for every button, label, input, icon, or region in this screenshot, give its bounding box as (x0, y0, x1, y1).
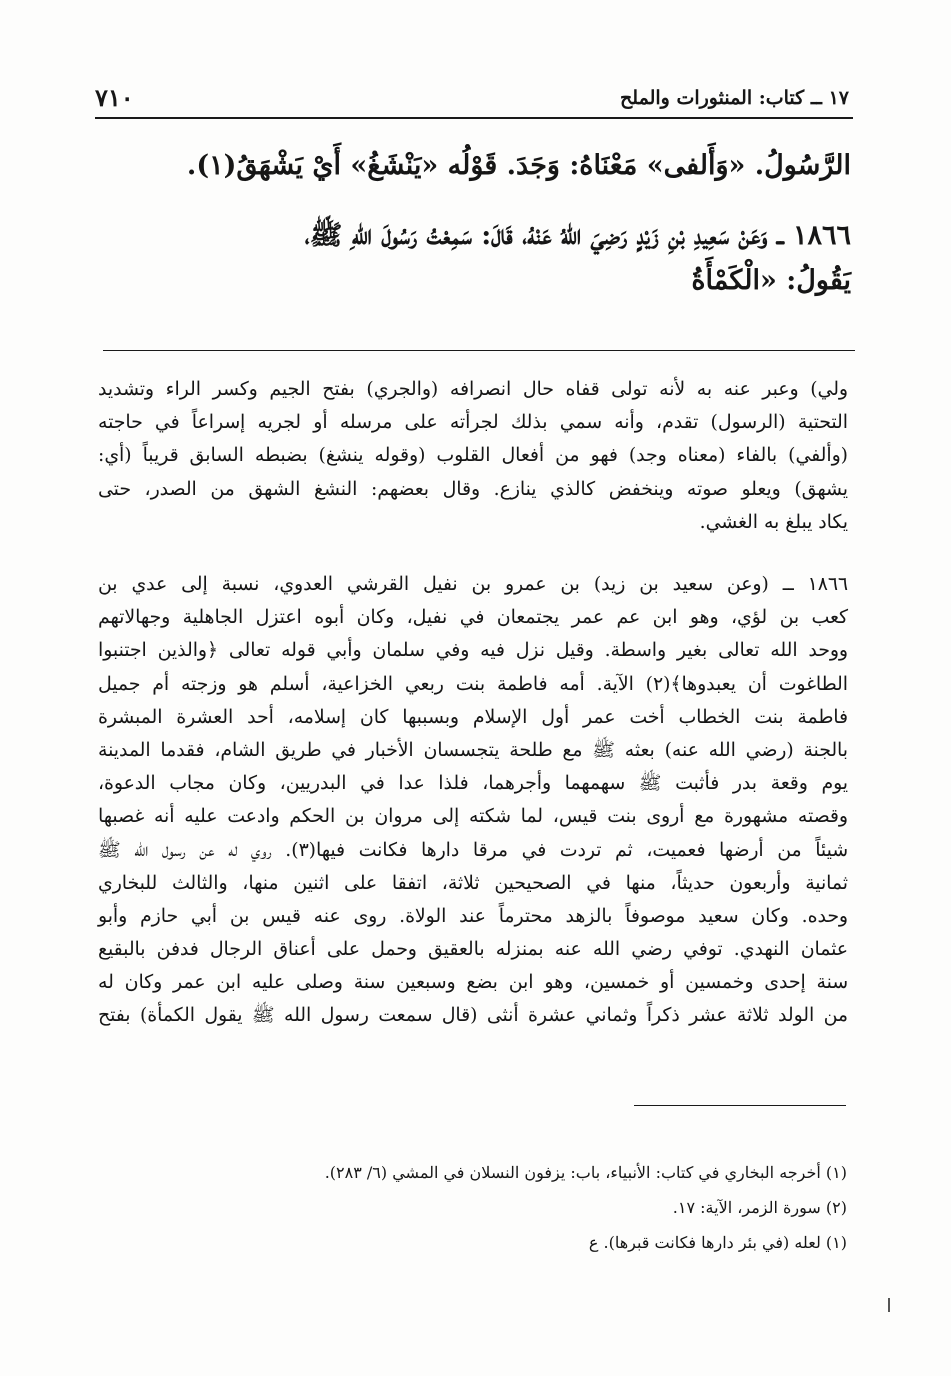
page-header (95, 83, 853, 119)
commentary-line: ثمانية وأربعون حديثاً، منها في الصحيحين ثلاثة، اتفقا على اثنين منها، والثالث للبخاري (98, 872, 848, 894)
commentary-block (98, 373, 848, 539)
commentary-line: ووحد الله تعالى بغير واسطة. وقيل نزل فيه وفي سلمان وأبي قوله تعالى ﴿والذين اجتنبوا (98, 640, 848, 662)
hadith-line: ١٨٦٦ ــ وَعَنْ سَعِيدِ بْنِ زَيْدٍ رَضِيَ اللّهُ عَنْهُ، قَالَ: سَمِعْتُ رَسُولَ اللّهِ ﷺ، (304, 220, 851, 251)
commentary-line: ١٨٦٦ ــ (وعن سعيد بن زيد) بن عمرو بن نفيل القرشي العدوي، نسبة إلى عدي بن (98, 574, 848, 595)
commentary-line: عثمان النهدي. توفي رضي الله عنه بمنزله بالعقيق وحمل على أعناق الرجال فدفن بالبقيع (98, 939, 848, 961)
commentary-line: كعب بن لؤي، وهو ابن عم عمر يجتمعان في نفيل، وكان أبوه اعتزل الجاهلية وجهالاتهم (98, 607, 848, 629)
commentary-line: التحتية (الرسول) تقدم، وأنه سمي بذلك لجرأته على مرسله أو لجريه إسراعاً في حاجته (98, 412, 848, 434)
commentary-line: ولي) وعبر عنه به لأنه تولى قفاه حال انصرافه (والجري) بفتح الجيم وكسر الراء وتشديد (98, 379, 848, 400)
footnote-divider (634, 1105, 846, 1106)
hadith-line: الرَّسُولُ. «وَأَلفى» مَعْنَاهُ: وَجَدَ. قَوْلُه «يَنْشَغُ» أَيْ يَشْهَقُ(١). (186, 150, 851, 181)
commentary-line: يوم وقعة بدر فأثبت ﷺ سهمهما وأجرهما، فلذا عدا في البدريين، وكان مجاب الدعوة، (98, 773, 848, 795)
commentary-line: من الولد ثلاثة عشر ذكراً وثماني عشرة أنثى (قال سمعت رسول الله ﷺ يقول الكمأة) بفتح (98, 1005, 848, 1027)
margin-mark (888, 1298, 890, 1312)
footnote: (٢) سورة الزمر، الآية: ١٧. (672, 1198, 847, 1217)
section-divider (103, 350, 855, 351)
running-head: ١٧ ــ كتاب: المنثورات والملح (620, 87, 849, 109)
footnote: (١) أخرجه البخاري في كتاب: الأنبياء، باب: يزفون النسلان في المشي (٦/ ٢٨٣). (324, 1163, 847, 1182)
commentary-line: فاطمة بنت الخطاب أخت عمر أول الإسلام وبسببها كان إسلامه، أحد العشرة المبشرة (98, 706, 848, 728)
footnotes (147, 1155, 847, 1260)
hadith-line: يَقُولُ: «الْكَمْأَةُ (691, 265, 851, 296)
page-number: ٧١٠ (95, 83, 134, 112)
footnote: (١) لعله (في بئر دارها فكانت قبرها). ع (588, 1233, 847, 1252)
commentary-line: وقصته مشهورة مع أروى بنت قيس، لما شكته إلى مروان بن الحكم وادعت عليه أنه غصبها (98, 806, 848, 828)
commentary-line: بالجنة (رضي الله عنه) بعثه ﷺ مع طلحة يتجسسان الأخبار في طريق الشام، فقدما المدينة (98, 739, 848, 761)
commentary-line: (وألفي) بالفاء (معناه وجد) فهو من أفعال القلوب (وقوله ينشغ) بضبطه السابق قريباً (أي: (98, 445, 848, 467)
commentary-line: وحده. وكان سعيد موصوفاً بالزهد محترماً عند الولاة. روى عنه قيس بن أبي حازم وأبو (98, 905, 848, 927)
commentary-line: يكاد يبلغ به الغشي. (699, 511, 848, 533)
commentary-line: سنة إحدى وخمسين أو خمسين، وهو ابن بضع وسبعين سنة وصلى عليه ابن عمر وكان له (98, 972, 848, 994)
commentary-line: شيئاً من أرضها فعميت، ثم تردت في مرقا دارها فكانت فيها(٣). روي له عن رسول الله ﷺ (98, 839, 848, 861)
commentary-line: يشهق) ويعلو صوته وينخفض كالذي ينازع. وقال بعضهم: النشغ الشهق من الصدر، حتى (98, 478, 848, 500)
commentary-block (98, 568, 848, 1033)
commentary-line: الطاغوت أن يعبدوها﴾(٢) الآية. أمه فاطمة بنت ربعي الخزاعية، أسلم هو وزجته أم جميل (98, 673, 848, 695)
